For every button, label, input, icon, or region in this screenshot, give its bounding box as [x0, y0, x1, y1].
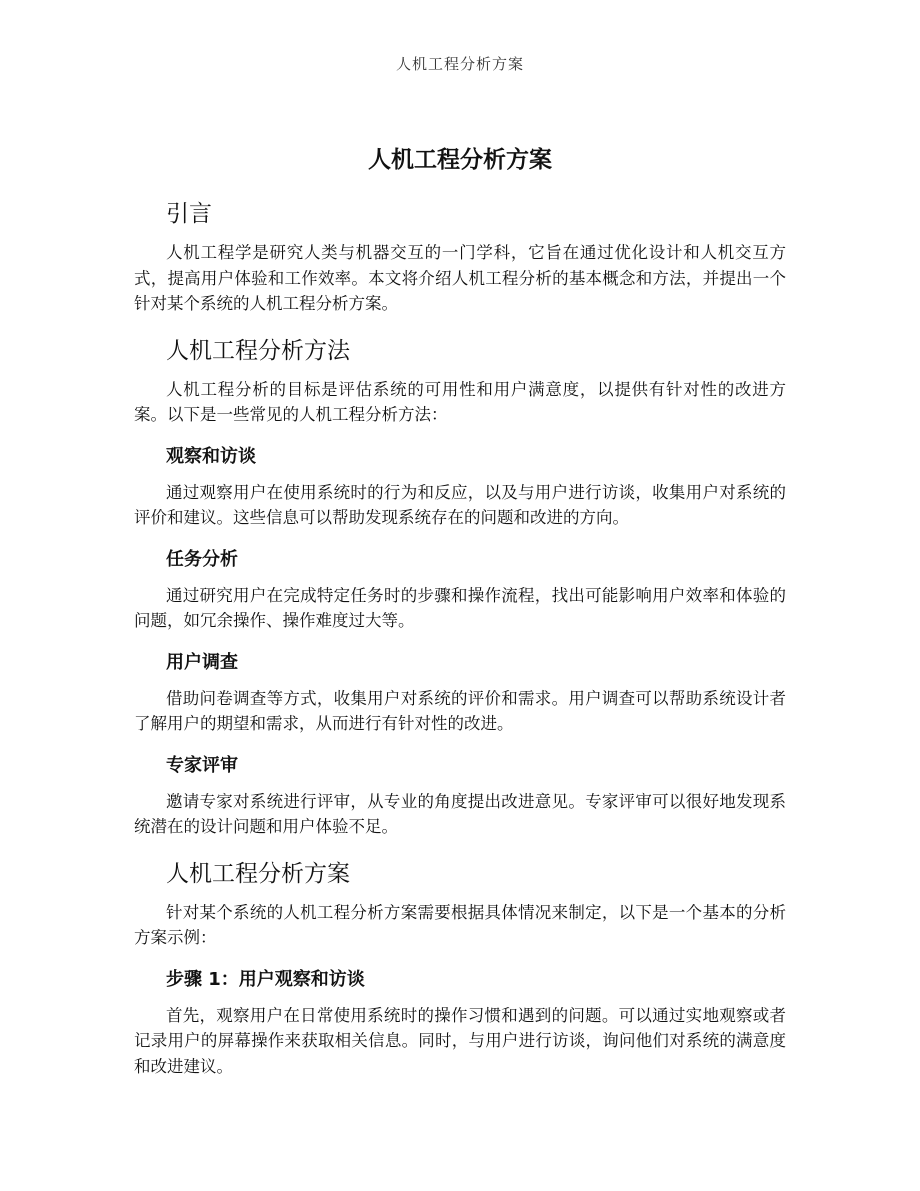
section-heading-intro: 引言	[166, 201, 212, 227]
paragraph-expert-review: 邀请专家对系统进行评审，从专业的角度提出改进意见。专家评审可以很好地发现系统潜在的设计问题和用户体验不足。	[134, 791, 786, 836]
subheading-task-analysis: 任务分析	[166, 548, 238, 570]
subheading-user-survey: 用户调查	[166, 651, 238, 673]
section-intro	[134, 194, 786, 317]
document-body	[134, 140, 786, 1093]
section-plan	[134, 854, 786, 1080]
intro-paragraph: 人机工程学是研究人类与机器交互的一门学科，它旨在通过优化设计和人机交互方式，提高用户体验和工作效率。本文将介绍人机工程分析的基本概念和方法，并提出一个针对某个系统的人机工程分析方案。	[134, 243, 786, 313]
methods-paragraph: 人机工程分析的目标是评估系统的可用性和用户满意度，以提供有针对性的改进方案。以下是一些常见的人机工程分析方法：	[134, 379, 786, 424]
paragraph-task-analysis: 通过研究用户在完成特定任务时的步骤和操作流程，找出可能影响用户效率和体验的问题，如冗余操作、操作难度过大等。	[134, 585, 786, 630]
subheading-step-1: 步骤 1：用户观察和访谈	[166, 968, 365, 990]
paragraph-observation-interview: 通过观察用户在使用系统时的行为和反应，以及与用户进行访谈，收集用户对系统的评价和建议。这些信息可以帮助发现系统存在的问题和改进的方向。	[134, 482, 786, 527]
subheading-observation-interview: 观察和访谈	[166, 445, 256, 467]
paragraph-step-1: 首先，观察用户在日常使用系统时的操作习惯和遇到的问题。可以通过实地观察或者记录用户的屏幕操作来获取相关信息。同时，与用户进行访谈，询问他们对系统的满意度和改进建议。	[134, 1005, 786, 1076]
running-header: 人机工程分析方案	[395, 55, 524, 73]
subheading-expert-review: 专家评审	[166, 754, 238, 776]
section-heading-plan: 人机工程分析方案	[166, 860, 350, 887]
document-title: 人机工程分析方案	[368, 147, 552, 173]
section-heading-methods: 人机工程分析方法	[166, 337, 350, 364]
paragraph-user-survey: 借助问卷调查等方式，收集用户对系统的评价和需求。用户调查可以帮助系统设计者了解用户的期望和需求，从而进行有针对性的改进。	[134, 688, 786, 733]
section-methods	[134, 331, 786, 840]
plan-paragraph: 针对某个系统的人机工程分析方案需要根据具体情况来制定，以下是一个基本的分析方案示例：	[134, 902, 786, 947]
